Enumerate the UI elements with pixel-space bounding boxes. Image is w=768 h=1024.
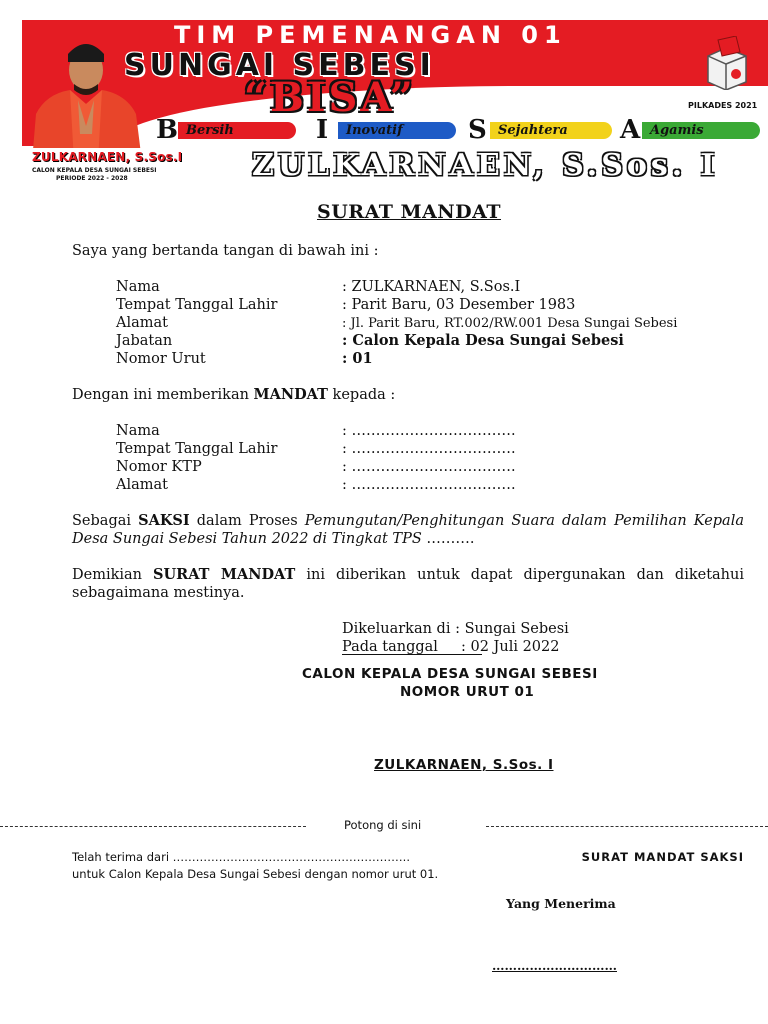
mandate-keyword: MANDAT [253, 386, 328, 403]
signer-signature-name: ZULKARNAEN, S.Sos. I [374, 757, 554, 773]
value-word: Inovatif [338, 122, 456, 139]
cut-label: Potong di sini [344, 818, 422, 832]
receipt-keyword: SURAT MANDAT SAKSI [581, 850, 744, 864]
value-letter: A [620, 115, 641, 145]
recipient-value-address: : ……………………………. [342, 477, 516, 493]
candidate-card-name: ZULKARNAEN, S.Sos.I [32, 150, 183, 164]
ballot-box-icon [698, 36, 754, 90]
receipt-line-2: untuk Calon Kepala Desa Sungai Sebesi dengan nomor urut 01. [72, 867, 439, 881]
banner-team-title: TIM PEMENANGAN 01 [174, 21, 567, 49]
sign-title-1: CALON KEPALA DESA SUNGAI SEBESI [302, 666, 598, 682]
issued-place: Dikeluarkan di : Sungai Sebesi [342, 621, 569, 637]
role-text: Sebagai [72, 513, 139, 529]
value-letter: I [316, 115, 329, 145]
recipient-label-birth: Tempat Tanggal Lahir [116, 441, 278, 457]
closing-text: Demikian [72, 567, 154, 583]
recipient-label-ktp: Nomor KTP [116, 459, 202, 475]
closing-text-end: ini diberikan untuk dapat dipergunakan dan diketahui sebagaimana mestinya. [72, 567, 744, 601]
signer-label-address: Alamat [116, 315, 168, 331]
recipient-value-ktp: : ……………………………. [342, 459, 516, 475]
value-letter: B [156, 115, 178, 145]
mandate-text: Dengan ini memberikan [72, 387, 254, 403]
value-word: Sejahtera [490, 122, 612, 139]
value-word: Bersih [178, 122, 296, 139]
candidate-card-subtitle: CALON KEPALA DESA SUNGAI SEBESI [32, 167, 157, 174]
role-keyword: SAKSI [138, 512, 190, 529]
receipt-text: Telah terima dari …………………………………………………….. [72, 850, 410, 864]
pilkades-badge: PILKADES 2021 [688, 101, 758, 110]
recipient-value-name: : ……………………………. [342, 423, 516, 439]
recipient-label-name: Nama [116, 423, 160, 439]
recipient-value-birth: : ……………………………. [342, 441, 516, 457]
signer-value-position: : Calon Kepala Desa Sungai Sebesi [342, 332, 624, 349]
recipient-label-address: Alamat [116, 477, 168, 493]
campaign-banner [22, 14, 768, 188]
signer-value-birth: : Parit Baru, 03 Desember 1983 [342, 297, 576, 313]
role-italic-text: Pemungutan/Penghitungan Suara dalam Pemilihan Kepala Desa Sungai Sebesi Tahun 2022 di Tingkat TPS [72, 513, 744, 547]
banner-village-title: SUNGAI SEBESI [124, 48, 435, 83]
signer-label-name: Nama [116, 279, 160, 295]
value-word: Agamis [642, 122, 760, 139]
sign-title-2: NOMOR URUT 01 [400, 684, 535, 700]
receiver-label: Yang Menerima [506, 896, 616, 911]
issued-date-underline [342, 654, 482, 655]
mandate-line [72, 386, 395, 404]
intro-text: Saya yang bertanda tangan di bawah ini : [72, 243, 379, 259]
cut-line-left [0, 826, 306, 827]
document-title: SURAT MANDAT [317, 201, 501, 223]
signer-label-birth: Tempat Tanggal Lahir [116, 297, 278, 313]
candidate-card [26, 148, 183, 186]
banner-slogan: “BISA” [244, 74, 416, 121]
role-text-end: ………. [421, 531, 475, 547]
issued-date: Pada tanggal : 02 Juli 2022 [342, 639, 560, 655]
signer-label-position: Jabatan [116, 333, 173, 349]
mandate-text-end: kepada : [327, 387, 396, 403]
signer-value-address: : Jl. Parit Baru, RT.002/RW.001 Desa Sungai Sebesi [342, 316, 678, 331]
receipt-block [72, 849, 744, 883]
signer-value-name: : ZULKARNAEN, S.Sos.I [342, 279, 521, 295]
banner-candidate-name: ZULKARNAEN, S.Sos. I [252, 148, 719, 183]
signer-label-number: Nomor Urut [116, 351, 206, 367]
closing-keyword: SURAT MANDAT [153, 566, 296, 583]
cut-line-right [486, 826, 768, 827]
role-paragraph [72, 512, 744, 548]
receipt-line-1 [72, 849, 744, 866]
role-text-mid: dalam Proses [189, 513, 305, 529]
receiver-signature-line: ………………………… [492, 958, 617, 973]
candidate-card-period: PERIODE 2022 - 2028 [56, 175, 128, 182]
values-row [156, 117, 766, 143]
signer-value-number: : 01 [342, 350, 373, 367]
value-letter: S [468, 115, 487, 145]
closing-paragraph [72, 566, 744, 602]
